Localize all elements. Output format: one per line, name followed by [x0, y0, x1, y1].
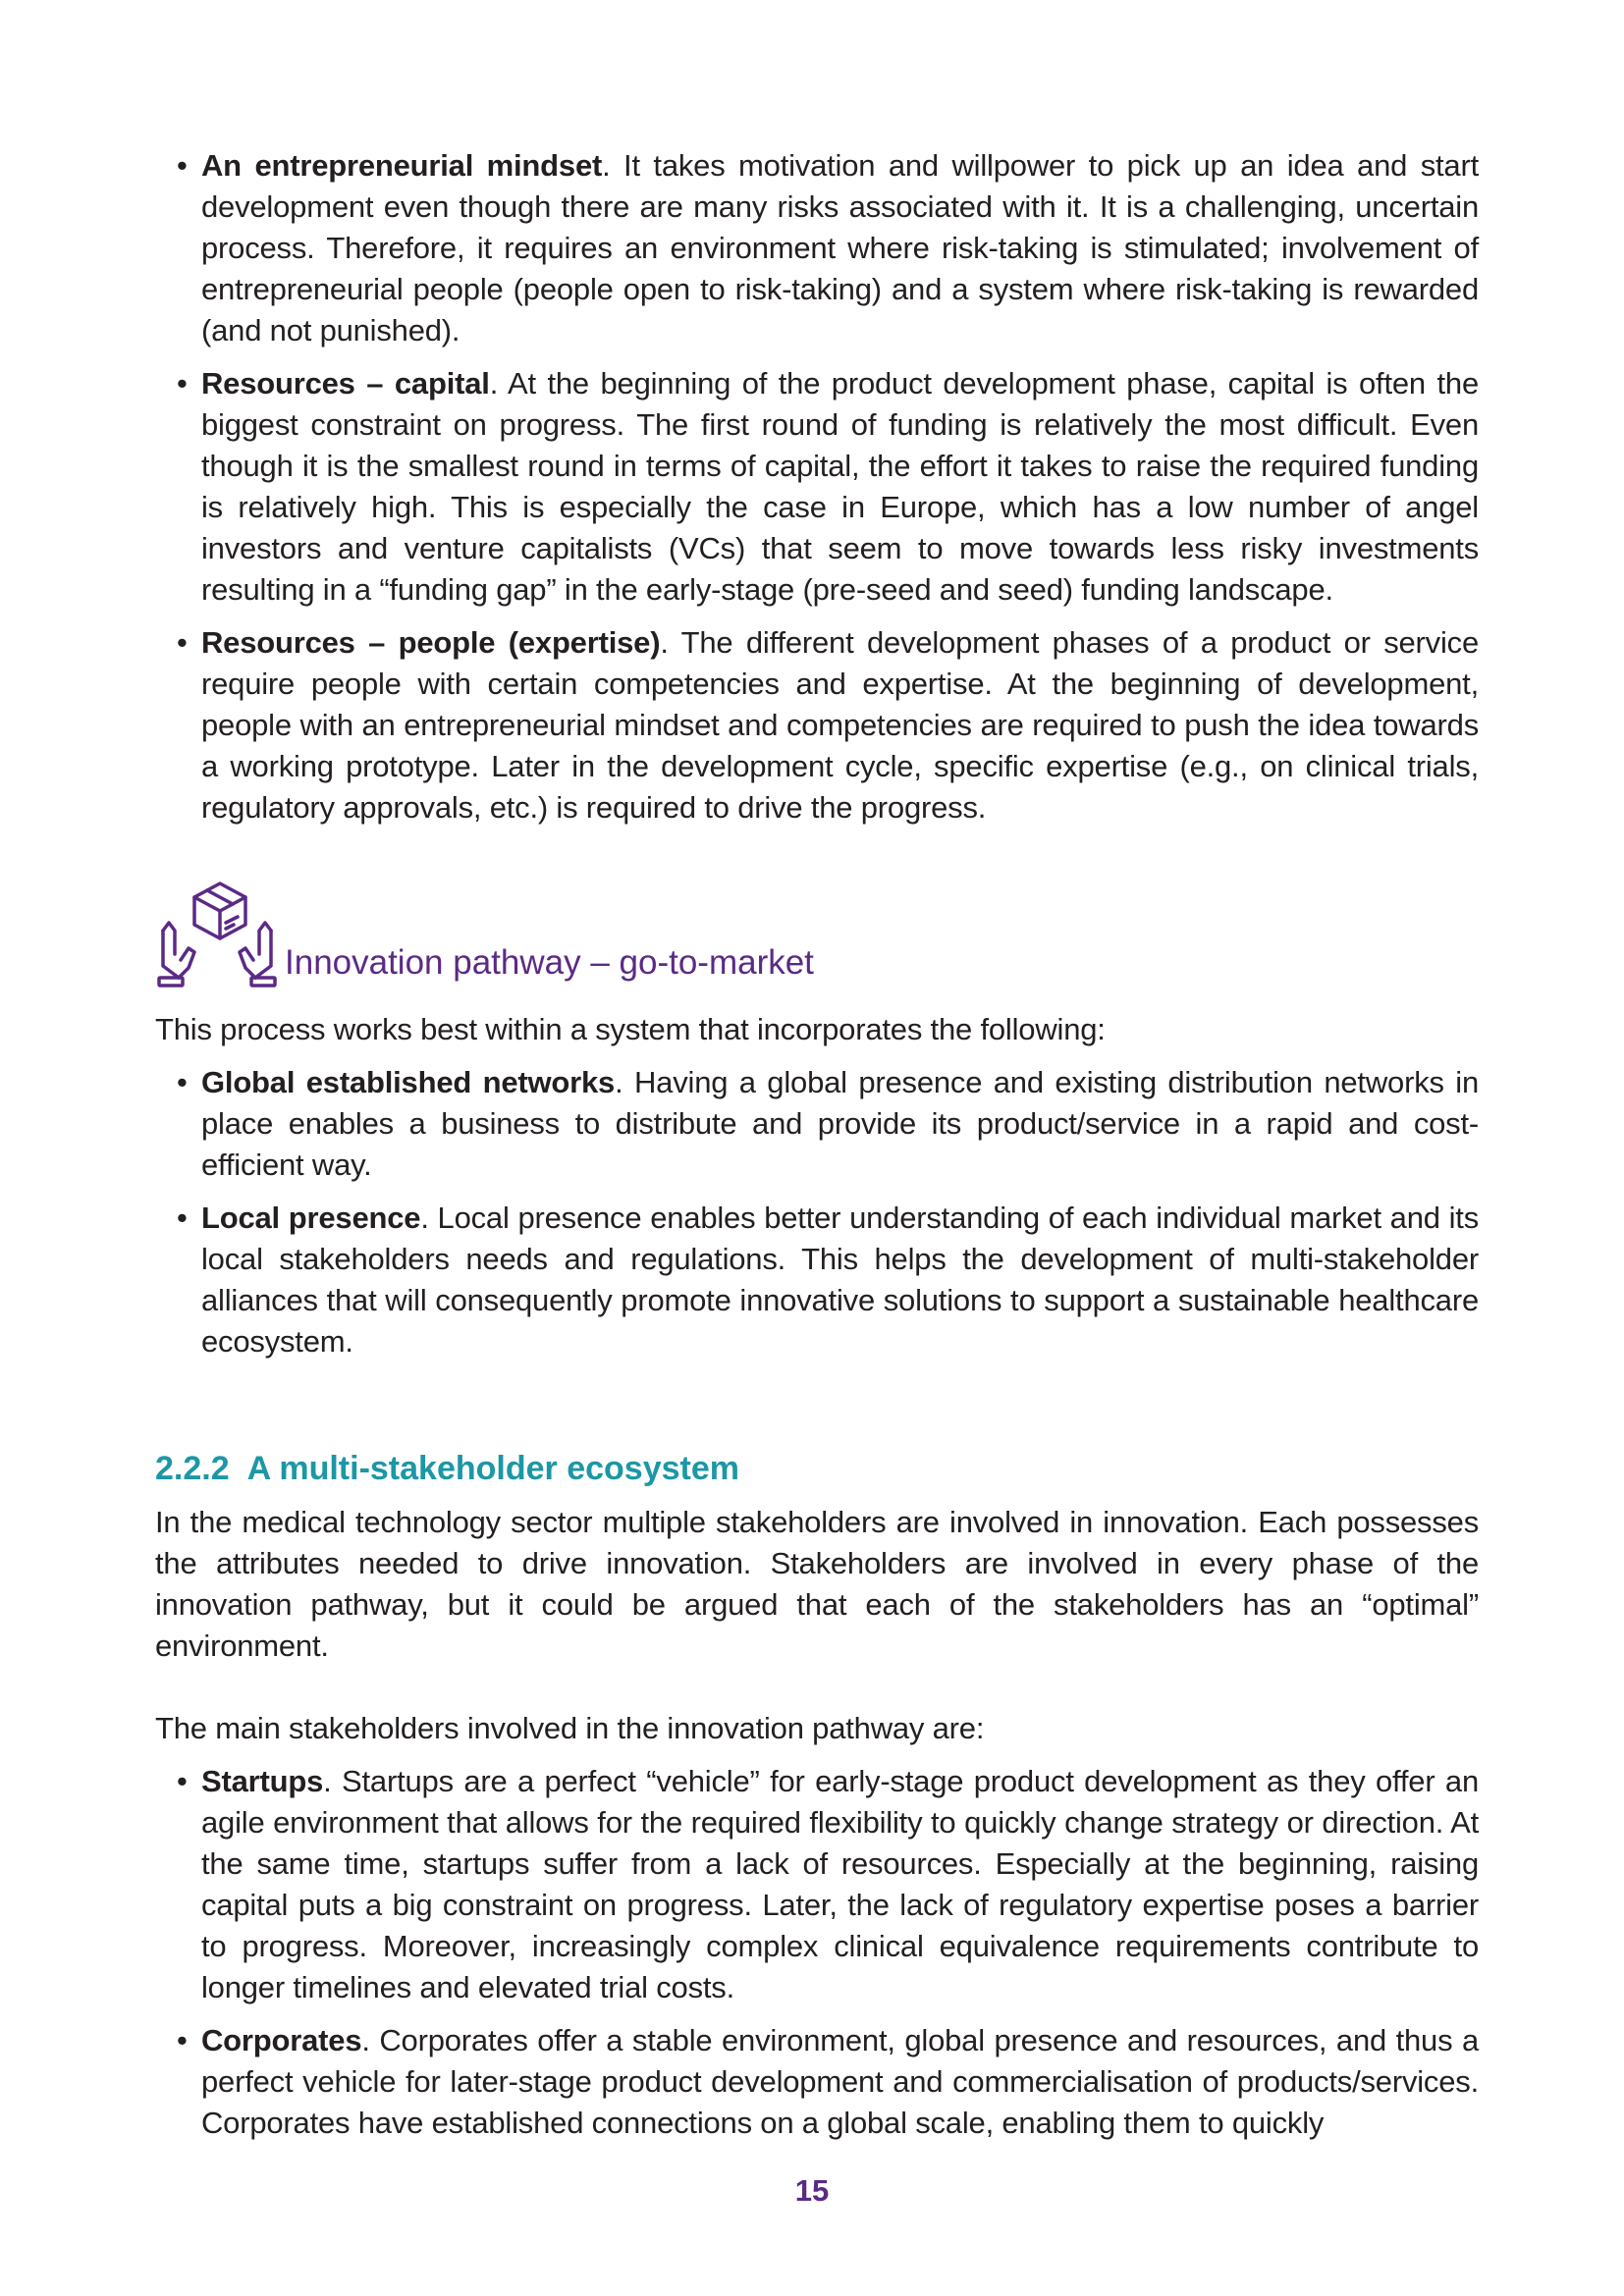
bullet-list-gtm	[155, 1062, 1479, 1362]
page-content	[155, 145, 1479, 2156]
list-item: • Resources – capital. At the beginning of the product development phase, capital is often the biggest constraint on progress. The first round of funding is relatively the most difficult. Even though it is the smallest round in terms of capital, the effort it takes to raise the required funding is relatively high. This is especially the case in Europe, which has a low number of angel investors and venture capitalists (VCs) that seem to move towards less risky investments resulting in a “funding gap” in the early-stage (pre-seed and seed) funding landscape.	[177, 366, 1480, 607]
list-item: • An entrepreneurial mindset. It takes motivation and willpower to pick up an idea and start development even though there are many risks associated with it. It is a challenging, uncertain process. Therefore, it requires an environment where risk-taking is stimulated; involvement of entrepreneurial people (people open to risk-taking) and a system where risk-taking is rewarded (and not punished).	[177, 148, 1479, 347]
list-item: • Corporates. Corporates offer a stable environment, global presence and resources, and thus a perfect vehicle for later-stage product development and commercialisation of products/services. Corporates have established connections on a global scale, enabling them to quickly	[177, 2023, 1479, 2140]
gtm-intro: This process works best within a system that incorporates the following:	[155, 1012, 1106, 1046]
list-item: • Startups. Startups are a perfect “vehicle” for early-stage product development as they offer an agile environment that allows for the required flexibility to quickly change strategy or direction. At the same time, startups suffer from a lack of resources. Especially at the beginning, raising capital puts a big constraint on progress. Later, the lack of regulatory expertise poses a barrier to progress. Moreover, increasingly complex clinical equivalence requirements contribute to longer timelines and elevated trial costs.	[177, 1764, 1479, 2004]
gtm-heading-block	[155, 870, 1479, 988]
page-number: 15	[794, 2173, 830, 2208]
list-item: • Local presence. Local presence enables better understanding of each individual market and its local stakeholders needs and regulations. This helps the development of multi-stakeholder alliances that will consequently promote innovative solutions to support a sustainable healthcare ecosystem.	[177, 1201, 1480, 1359]
section-intro: In the medical technology sector multiple stakeholders are involved in innovation. Each possesses the attributes needed to drive innovation. Stakeholders are involved in every phase of the innovation pathway, but it could be argued that each of the stakeholders has an “optimal” environment.	[155, 1505, 1479, 1663]
bullet-list-requirements	[155, 145, 1479, 828]
list-item: • Resources – people (expertise). The different development phases of a product or service require people with certain competencies and expertise. At the beginning of development, people with an entrepreneurial mindset and competencies are required to push the idea towards a working prototype. Later in the development cycle, specific expertise (e.g., on clinical trials, regulatory approvals, etc.) is required to drive the progress.	[177, 625, 1480, 825]
paragraph-gap	[155, 1667, 1479, 1708]
section-number: 2.2.2	[155, 1450, 230, 1487]
gtm-heading: Innovation pathway – go-to-market	[285, 943, 814, 982]
section-title: A multi-stakeholder ecosystem	[246, 1450, 739, 1487]
bullet-list-stakeholders	[155, 1761, 1479, 2144]
section-heading	[155, 1447, 1479, 1490]
list-item: • Global established networks. Having a global presence and existing distribution networks in place enables a business to distribute and provide its product/service in a rapid and cost-efficient way.	[177, 1065, 1480, 1182]
stakeholders-intro: The main stakeholders involved in the innovation pathway are:	[155, 1711, 985, 1745]
hands-holding-box-icon	[155, 876, 279, 988]
